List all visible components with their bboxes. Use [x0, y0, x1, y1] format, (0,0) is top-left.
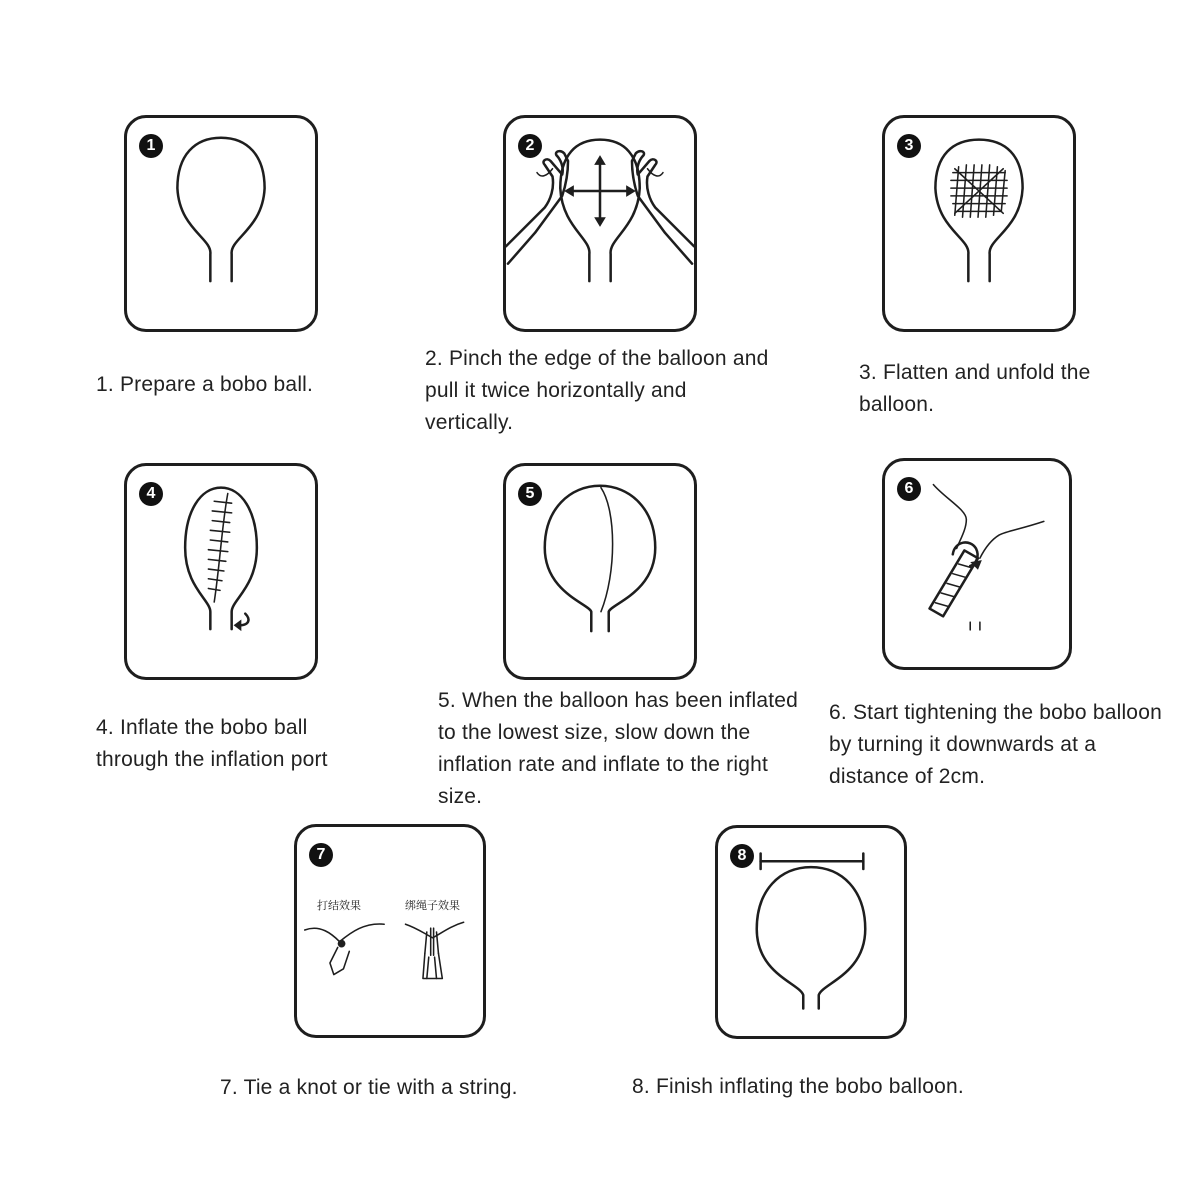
- step-6-panel: [882, 458, 1072, 670]
- zigzag-seam-icon: [208, 493, 231, 602]
- knot-effect-label: 打结效果: [317, 899, 361, 912]
- step-4-caption: 4. Inflate the bobo ball through the inflation port: [96, 716, 328, 771]
- step-8-badge: 8: [730, 844, 754, 868]
- left-hand-icon: [506, 151, 568, 264]
- deflated-balloon-illustration: [127, 118, 315, 329]
- step-8-caption: 8. Finish inflating the bobo balloon.: [632, 1075, 964, 1098]
- step-1-caption: 1. Prepare a bobo ball.: [96, 373, 314, 396]
- step-4-panel: [124, 463, 318, 680]
- step-7-caption: 7. Tie a knot or tie with a string.: [220, 1076, 518, 1099]
- stretch-arrows-icon: [564, 155, 636, 227]
- step-7-badge: 7: [309, 843, 333, 867]
- twist-neck-illustration: [885, 461, 1069, 667]
- step-5-caption: 5. When the balloon has been inflated to the lowest size, slow down the inflation rate and inflate to the right size.: [438, 689, 798, 808]
- inflation-arrow-icon: [234, 614, 249, 631]
- step-3-badge: 3: [897, 134, 921, 158]
- step-6-caption: 6. Start tightening the bobo balloon by turning it downwards at a distance of 2cm.: [829, 701, 1162, 788]
- string-effect-label: 绑绳子效果: [405, 899, 460, 912]
- pinch-and-pull-illustration: [506, 118, 694, 329]
- flattened-balloon-illustration: [885, 118, 1073, 329]
- step-1-badge: 1: [139, 134, 163, 158]
- step-5-panel: [503, 463, 697, 680]
- finished-balloon-illustration: [718, 828, 904, 1036]
- inflated-balloon-illustration: [506, 466, 694, 677]
- step-1-panel: [124, 115, 318, 332]
- knot-tie-icon: [305, 924, 384, 975]
- wrinkle-pattern-icon: [951, 165, 1007, 217]
- step-4-badge: 4: [139, 482, 163, 506]
- step-3-caption: 3. Flatten and unfold the balloon.: [859, 361, 1091, 416]
- step-2-caption: 2. Pinch the edge of the balloon and pull it twice horizontally and vertically.: [425, 347, 769, 434]
- step-6-badge: 6: [897, 477, 921, 501]
- right-hand-icon: [632, 151, 694, 264]
- step-3-panel: [882, 115, 1076, 332]
- twisted-neck-icon: [930, 542, 982, 616]
- inflate-through-port-illustration: [127, 466, 315, 677]
- step-5-badge: 5: [518, 482, 542, 506]
- step-8-panel: [715, 825, 907, 1039]
- step-2-panel: [503, 115, 697, 332]
- tie-methods-illustration: [297, 827, 483, 1035]
- step-2-badge: 2: [518, 134, 542, 158]
- step-7-panel: [294, 824, 486, 1038]
- string-tie-icon: [406, 922, 464, 978]
